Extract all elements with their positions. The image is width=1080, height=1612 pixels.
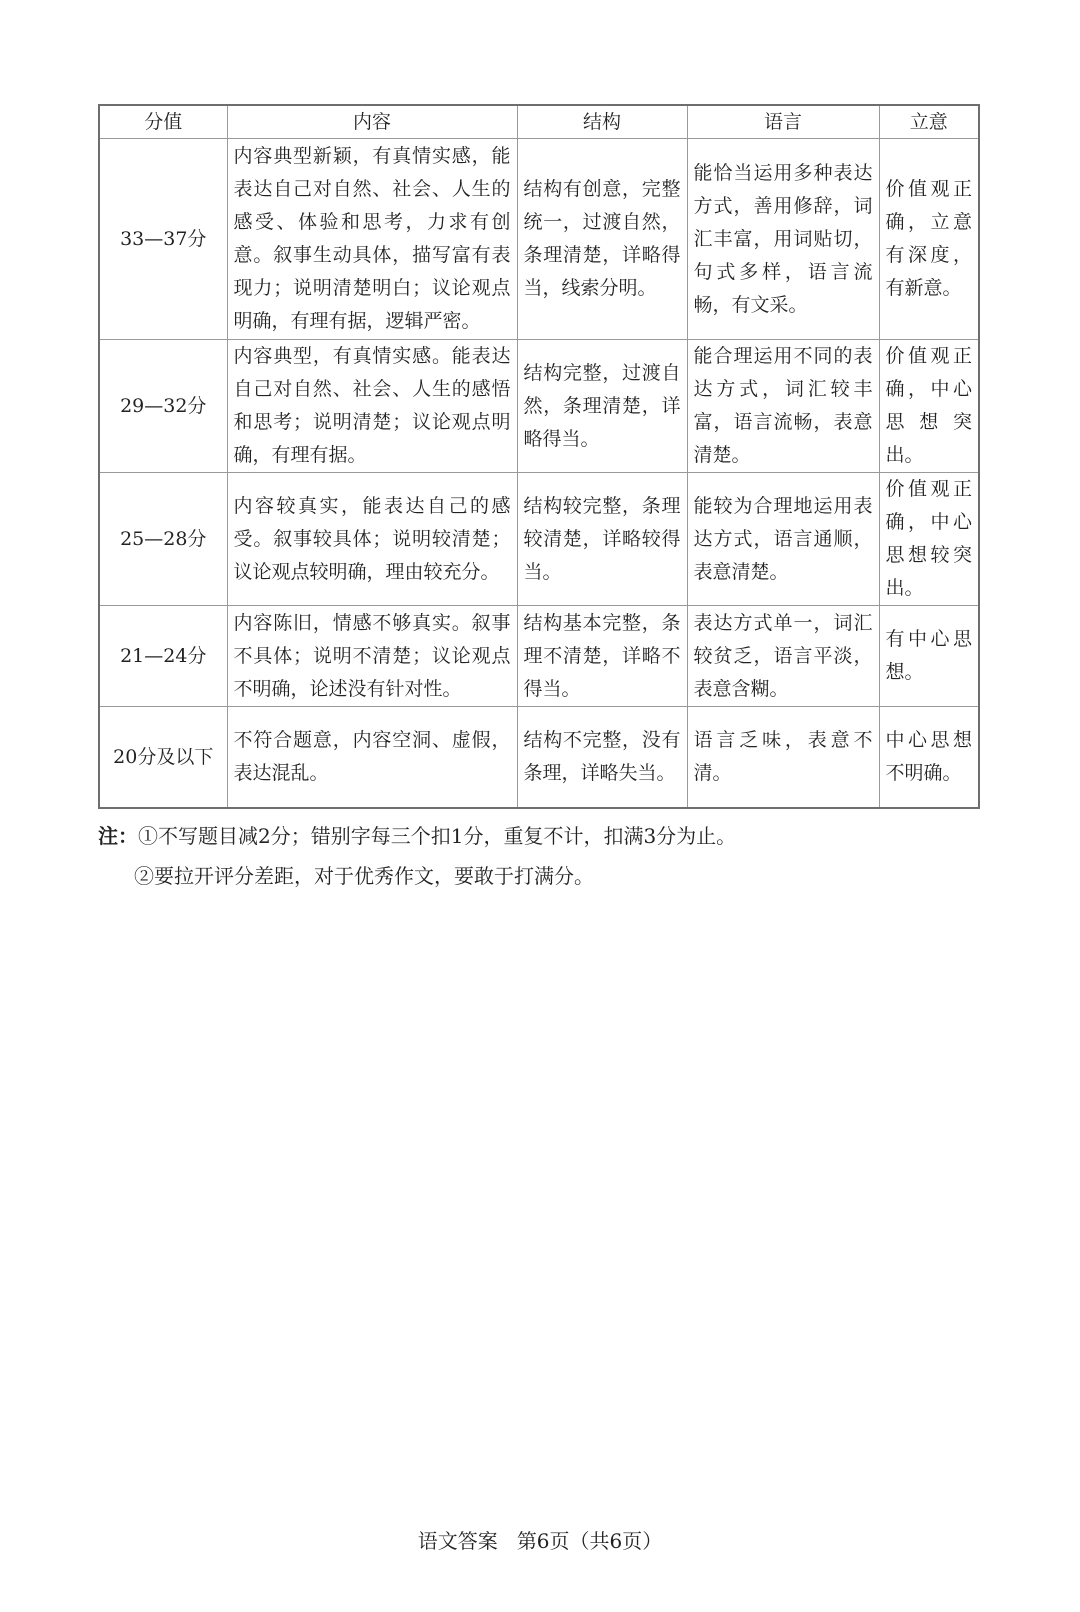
cell-structure: 结构较完整，条理较清楚，详略较得当。: [517, 473, 687, 606]
table-row: [99, 473, 979, 606]
cell-score: 21—24分: [99, 606, 227, 707]
table-row: [99, 606, 979, 707]
cell-content: 内容典型，有真情实感。能表达自己对自然、社会、人生的感悟和思考；说明清楚；议论观点明确，有理有据。: [227, 340, 517, 473]
cell-language: 语言乏味，表意不清。: [687, 707, 879, 809]
header-score: 分值: [99, 105, 227, 139]
cell-language: 能较为合理地运用表达方式，语言通顺，表意清楚。: [687, 473, 879, 606]
cell-language: 能合理运用不同的表达方式，词汇较丰富，语言流畅，表意清楚。: [687, 340, 879, 473]
footer-spacer: [498, 1529, 517, 1553]
cell-intent: 价值观正确，中心思想较突出。: [879, 473, 979, 606]
cell-score: 20分及以下: [99, 707, 227, 809]
cell-score: 29—32分: [99, 340, 227, 473]
note-line-1: [98, 816, 978, 856]
cell-content: 内容典型新颖，有真情实感，能表达自己对自然、社会、人生的感受、体验和思考，力求有创意。叙事生动具体，描写富有表现力；说明清楚明白；议论观点明确，有理有据，逻辑严密。: [227, 139, 517, 340]
cell-intent: 价值观正确，立意有深度，有新意。: [879, 139, 979, 340]
table-row: [99, 139, 979, 340]
footer-subject: 语文答案: [417, 1529, 498, 1553]
cell-content: 内容较真实，能表达自己的感受。叙事较具体；说明较清楚；议论观点较明确，理由较充分。: [227, 473, 517, 606]
header-content: 内容: [227, 105, 517, 139]
cell-language: 能恰当运用多种表达方式，善用修辞，词汇丰富，用词贴切，句式多样，语言流畅，有文采。: [687, 139, 879, 340]
cell-intent: 有中心思想。: [879, 606, 979, 707]
essay-scoring-rubric-table: [98, 104, 980, 809]
note-label: 注：: [98, 824, 138, 848]
header-intent: 立意: [879, 105, 979, 139]
notes-section: [98, 816, 978, 896]
cell-score: 33—37分: [99, 139, 227, 340]
cell-content: 内容陈旧，情感不够真实。叙事不具体；说明不清楚；议论观点不明确，论述没有针对性。: [227, 606, 517, 707]
footer-page-number: 第6页（共6页）: [516, 1529, 663, 1553]
table-header-row: [99, 105, 979, 139]
table-row: [99, 707, 979, 809]
cell-intent: 中心思想不明确。: [879, 707, 979, 809]
note-text-1: ①不写题目减2分；错别字每三个扣1分，重复不计，扣满3分为止。: [138, 824, 737, 848]
page-footer: [0, 1526, 1080, 1556]
cell-score: 25—28分: [99, 473, 227, 606]
cell-intent: 价值观正确，中心思想突出。: [879, 340, 979, 473]
cell-structure: 结构完整，过渡自然，条理清楚，详略得当。: [517, 340, 687, 473]
header-language: 语言: [687, 105, 879, 139]
cell-language: 表达方式单一，词汇较贫乏，语言平淡，表意含糊。: [687, 606, 879, 707]
note-line-2: [98, 856, 978, 896]
note-text-2: ②要拉开评分差距，对于优秀作文，要敢于打满分。: [134, 864, 594, 888]
header-structure: 结构: [517, 105, 687, 139]
cell-content: 不符合题意，内容空洞、虚假，表达混乱。: [227, 707, 517, 809]
cell-structure: 结构基本完整，条理不清楚，详略不得当。: [517, 606, 687, 707]
table-row: [99, 340, 979, 473]
cell-structure: 结构不完整，没有条理，详略失当。: [517, 707, 687, 809]
cell-structure: 结构有创意，完整统一，过渡自然，条理清楚，详略得当，线索分明。: [517, 139, 687, 340]
